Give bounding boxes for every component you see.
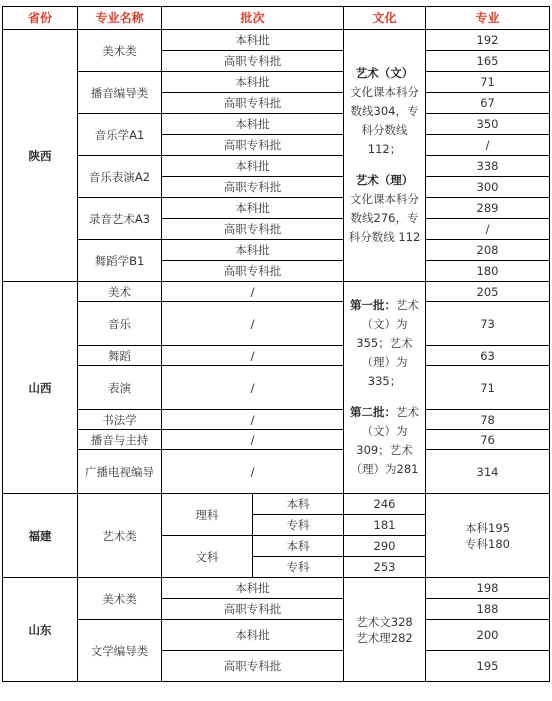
score-cell: 73 — [426, 302, 550, 346]
admission-score-table — [2, 6, 550, 682]
table-row — [3, 430, 550, 450]
score-cell: 71 — [426, 72, 550, 93]
header-row — [3, 7, 550, 30]
batch-cell: 本科批 — [162, 240, 344, 261]
score-cell: 208 — [426, 240, 550, 261]
table-row — [3, 72, 550, 93]
batch-cell: 高职专科批 — [162, 599, 344, 620]
table-row — [3, 620, 550, 651]
culture-note-cell — [344, 30, 426, 282]
header-major: 专业名称 — [78, 7, 162, 30]
culture-title: 第二批： — [350, 405, 397, 419]
table-row — [3, 410, 550, 430]
level-cell: 本科 — [253, 494, 344, 515]
batch-cell: 高职专科批 — [162, 135, 344, 156]
table-row — [3, 114, 550, 135]
major-cell: 音乐 — [78, 302, 162, 346]
level-cell: 专科 — [253, 557, 344, 578]
major-cell: 艺术类 — [78, 494, 162, 578]
score-cell: / — [426, 219, 550, 240]
culture-text: 文化课本科分数线276，专科分数线 112 — [348, 192, 421, 244]
batch-cell: 本科批 — [162, 198, 344, 219]
major-cell: 美术类 — [78, 30, 162, 72]
batch-cell: 高职专科批 — [162, 177, 344, 198]
major-cell: 录音艺术A3 — [78, 198, 162, 240]
batch-cell: 高职专科批 — [162, 261, 344, 282]
culture-line: 艺术文328 — [356, 614, 413, 629]
culture-note-cell — [344, 282, 426, 494]
culture-text: 艺术（文）为355；艺术（理）为335； — [356, 298, 420, 388]
score-cell: 205 — [426, 282, 550, 302]
table-row — [3, 450, 550, 494]
batch-cell: 高职专科批 — [162, 651, 344, 682]
header-province: 省份 — [3, 7, 78, 30]
score-cell: 289 — [426, 198, 550, 219]
score-cell: 76 — [426, 430, 550, 450]
major-cell: 书法学 — [78, 410, 162, 430]
table-row — [3, 346, 550, 366]
level-cell: 专科 — [253, 515, 344, 536]
score-cell: 188 — [426, 599, 550, 620]
batch-cell: 高职专科批 — [162, 93, 344, 114]
score-cell: 200 — [426, 620, 550, 651]
batch-cell: / — [162, 410, 344, 430]
culture-title: 艺术（理） — [355, 173, 414, 187]
province-cell: 福建 — [3, 494, 78, 578]
table-row — [3, 494, 550, 515]
major-cell: 表演 — [78, 366, 162, 410]
culture-cell: 181 — [344, 515, 426, 536]
culture-line: 艺术理282 — [356, 630, 413, 645]
major-cell: 广播电视编导 — [78, 450, 162, 494]
table-row — [3, 366, 550, 410]
table-row — [3, 302, 550, 346]
subject-cell: 文科 — [162, 536, 253, 578]
major-cell: 舞蹈学B1 — [78, 240, 162, 282]
batch-cell: 高职专科批 — [162, 51, 344, 72]
culture-text: 文化课本科分数线304，专科分数线 112； — [350, 85, 420, 156]
culture-title: 第一批： — [350, 298, 397, 312]
score-cell: 314 — [426, 450, 550, 494]
batch-cell: / — [162, 450, 344, 494]
major-cell: 音乐表演A2 — [78, 156, 162, 198]
batch-cell: 本科批 — [162, 114, 344, 135]
score-cell: 67 — [426, 93, 550, 114]
batch-cell: 本科批 — [162, 156, 344, 177]
score-cell: / — [426, 135, 550, 156]
table-row — [3, 30, 550, 51]
score-cell: 192 — [426, 30, 550, 51]
table-row — [3, 578, 550, 599]
score-cell: 165 — [426, 51, 550, 72]
province-cell: 山西 — [3, 282, 78, 494]
batch-cell: / — [162, 430, 344, 450]
score-cell: 78 — [426, 410, 550, 430]
batch-cell: / — [162, 346, 344, 366]
batch-cell: / — [162, 282, 344, 302]
table-row — [3, 198, 550, 219]
header-batch: 批次 — [162, 7, 344, 30]
major-cell: 播音编导类 — [78, 72, 162, 114]
table-row — [3, 240, 550, 261]
major-cell: 舞蹈 — [78, 346, 162, 366]
level-cell: 本科 — [253, 536, 344, 557]
batch-cell: 本科批 — [162, 30, 344, 51]
batch-cell: / — [162, 366, 344, 410]
score-cell: 63 — [426, 346, 550, 366]
culture-text: 艺术（文）为309；艺术（理）为281 — [350, 405, 420, 476]
batch-cell: / — [162, 302, 344, 346]
culture-cell: 246 — [344, 494, 426, 515]
header-culture: 文化 — [344, 7, 426, 30]
score-cell: 71 — [426, 366, 550, 410]
culture-title: 艺术（文） — [355, 66, 414, 80]
score-cell: 198 — [426, 578, 550, 599]
score-line: 本科195 — [465, 520, 510, 535]
score-line: 专科180 — [465, 536, 510, 551]
header-specialty: 专业 — [426, 7, 550, 30]
major-cell: 播音与主持 — [78, 430, 162, 450]
batch-cell: 高职专科批 — [162, 219, 344, 240]
major-cell: 文学编导类 — [78, 620, 162, 682]
batch-cell: 本科批 — [162, 620, 344, 651]
culture-cell: 290 — [344, 536, 426, 557]
score-cell — [426, 494, 550, 578]
culture-note-cell — [344, 578, 426, 682]
major-cell: 美术 — [78, 282, 162, 302]
subject-cell: 理科 — [162, 494, 253, 536]
table-row — [3, 282, 550, 302]
batch-cell: 本科批 — [162, 72, 344, 93]
province-cell: 山东 — [3, 578, 78, 682]
province-cell: 陕西 — [3, 30, 78, 282]
batch-cell: 本科批 — [162, 578, 344, 599]
score-cell: 338 — [426, 156, 550, 177]
score-cell: 300 — [426, 177, 550, 198]
score-cell: 180 — [426, 261, 550, 282]
culture-cell: 253 — [344, 557, 426, 578]
score-cell: 350 — [426, 114, 550, 135]
major-cell: 音乐学A1 — [78, 114, 162, 156]
table-row — [3, 156, 550, 177]
major-cell: 美术类 — [78, 578, 162, 620]
score-cell: 195 — [426, 651, 550, 682]
